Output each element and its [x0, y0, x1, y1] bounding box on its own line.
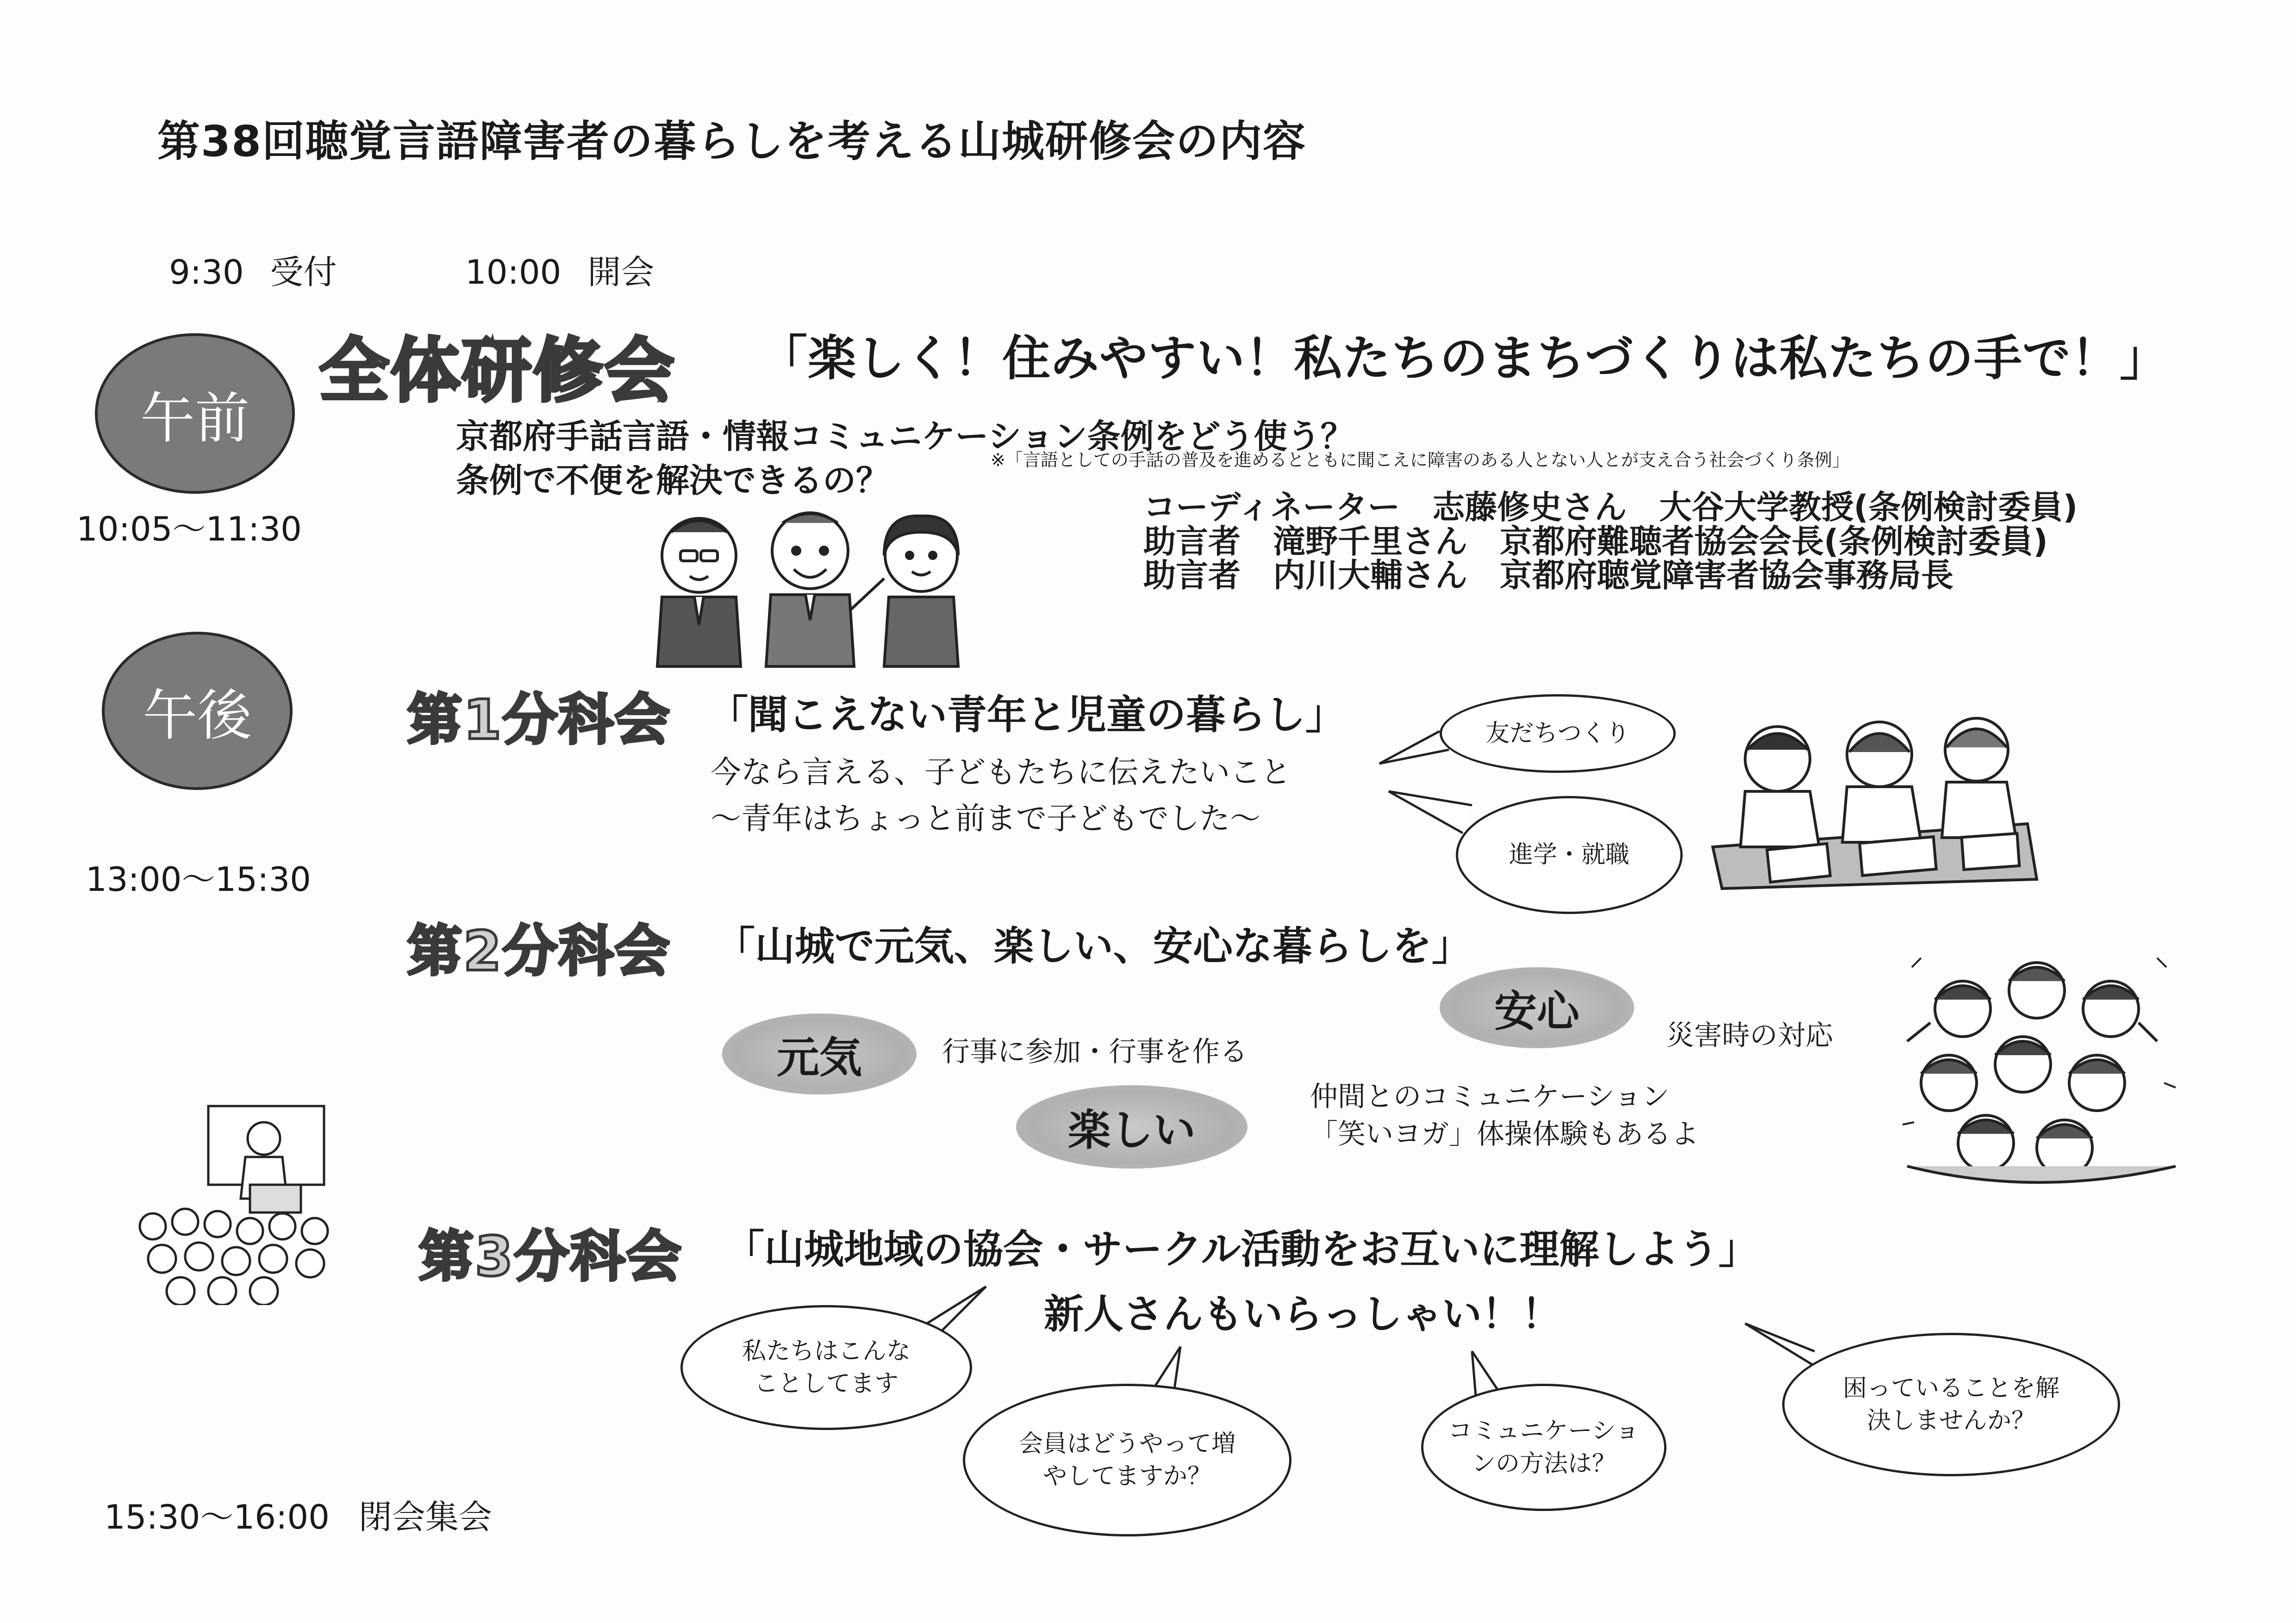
- page-title: 第38回聴覚言語障害者の暮らしを考える山城研修会の内容: [157, 117, 1307, 166]
- bubble-problems-line1: 困っていることを解: [1842, 1374, 2059, 1402]
- session3-subline: 新人さんもいらっしゃい！！: [1044, 1291, 1561, 1337]
- staff-coordinator: コーディネーター 志藤修史さん 大谷大学教授(条例検討委員): [1143, 488, 2078, 526]
- morning-badge: [95, 333, 295, 494]
- session3-heading: 第3分科会: [419, 1225, 683, 1288]
- reception-time: [169, 245, 337, 293]
- afternoon-badge: [102, 632, 293, 790]
- staff-advisor-2: 助言者 内川大輔さん 京都府聴覚障害者協会事務局長: [1143, 556, 1953, 594]
- bubble-members-line1: 会員はどうやって増: [1018, 1430, 1235, 1458]
- session3-bubble-problems: [1782, 1333, 2120, 1476]
- morning-theme: 「楽しく！住みやすい！私たちのまちづくりは私たちの手で！」: [759, 330, 2168, 386]
- opening-label: 開会: [587, 253, 655, 292]
- morning-time: 10:05〜11:30: [76, 510, 302, 548]
- genki-pill: [722, 1014, 917, 1094]
- closing-label: 閉会集会: [358, 1498, 492, 1536]
- bubble-communication-line1: コミュニケーショ: [1448, 1417, 1640, 1445]
- session1-bubble-career-text: 進学・就職: [1509, 841, 1629, 869]
- tanoshii-pill: [1016, 1085, 1248, 1169]
- cheering-group-illustration: [1898, 949, 2185, 1199]
- session1-bubble-friends-text: 友だちつくり: [1485, 719, 1630, 747]
- genki-desc: 行事に参加・行事を作る: [942, 1036, 1248, 1068]
- afternoon-time: 13:00〜15:30: [86, 860, 311, 899]
- staff-advisor-1: 助言者 滝野千里さん 京都府難聴者協会会長(条例検討委員): [1143, 522, 2048, 560]
- session1-line1: 今なら言える、子どもたちに伝えたいこと: [711, 754, 1291, 790]
- bubble-communication-line2: ンの方法は？: [1471, 1449, 1616, 1478]
- session2-theme: 「山城で元気、楽しい、安心な暮らしを」: [715, 923, 1472, 970]
- session1-line2: 〜青年はちょっと前まで子どもでした〜: [711, 801, 1260, 836]
- lecture-illustration: [134, 1097, 366, 1305]
- morning-line2: 条例で不便を解決できるの？: [456, 461, 890, 500]
- session1-bubble-friends: [1440, 694, 1676, 773]
- children-studying-illustration: [1703, 708, 2046, 893]
- speakers-illustration: [643, 504, 977, 671]
- anshin-pill: [1440, 967, 1634, 1048]
- bubble-problems-line2: 決しませんか？: [1866, 1407, 2035, 1435]
- anshin-desc: 災害時の対応: [1666, 1020, 1833, 1052]
- anshin-label: 安心: [1494, 986, 1579, 1036]
- morning-heading: 全体研修会: [319, 331, 676, 411]
- bubble-activities-line1: 私たちはこんな: [742, 1337, 911, 1365]
- session3-theme: 「山城地域の協会・サークル活動をお互いに理解しよう」: [724, 1226, 1759, 1273]
- morning-badge-label: 午前: [140, 386, 250, 450]
- session3-bubble-activities: [680, 1305, 972, 1430]
- session1-theme: 「聞こえない青年と児童の暮らし」: [708, 692, 1345, 738]
- genki-label: 元気: [776, 1032, 862, 1082]
- afternoon-badge-label: 午後: [142, 684, 252, 747]
- morning-staff-list: [1143, 488, 2078, 594]
- session1-bubble-career: [1456, 796, 1683, 914]
- session3-bubble-members: [963, 1384, 1292, 1536]
- closing-time: [104, 1490, 492, 1538]
- tanoshii-desc-1: 仲間とのコミュニケーション: [1310, 1081, 1670, 1113]
- bubble-members-line2: やしてますか？: [1042, 1462, 1211, 1490]
- reception-time-value: 9:30: [169, 253, 244, 292]
- session3-bubble-communication: [1421, 1384, 1666, 1511]
- session1-heading: 第1分科会: [407, 688, 671, 752]
- reception-label: 受付: [270, 253, 337, 292]
- bubble-activities-line2: ことしてます: [754, 1370, 898, 1398]
- closing-time-value: 15:30〜16:00: [104, 1498, 330, 1536]
- tanoshii-desc-2: 「笑いヨガ」体操体験もあるよ: [1310, 1118, 1699, 1150]
- opening-time: [465, 245, 654, 293]
- tanoshii-label: 楽しい: [1067, 1106, 1196, 1155]
- morning-note: ※「言語としての手話の普及を進めるとともに聞こえに障害のある人とない人とが支え合う社会づくり条例」: [991, 450, 1850, 470]
- tanoshii-desc: [1310, 1078, 1699, 1153]
- opening-time-value: 10:00: [465, 253, 562, 292]
- morning-line1: 京都府手話言語・情報コミュニケーション条例をどう使う？: [456, 417, 1354, 456]
- session2-heading: 第2分科会: [407, 919, 671, 983]
